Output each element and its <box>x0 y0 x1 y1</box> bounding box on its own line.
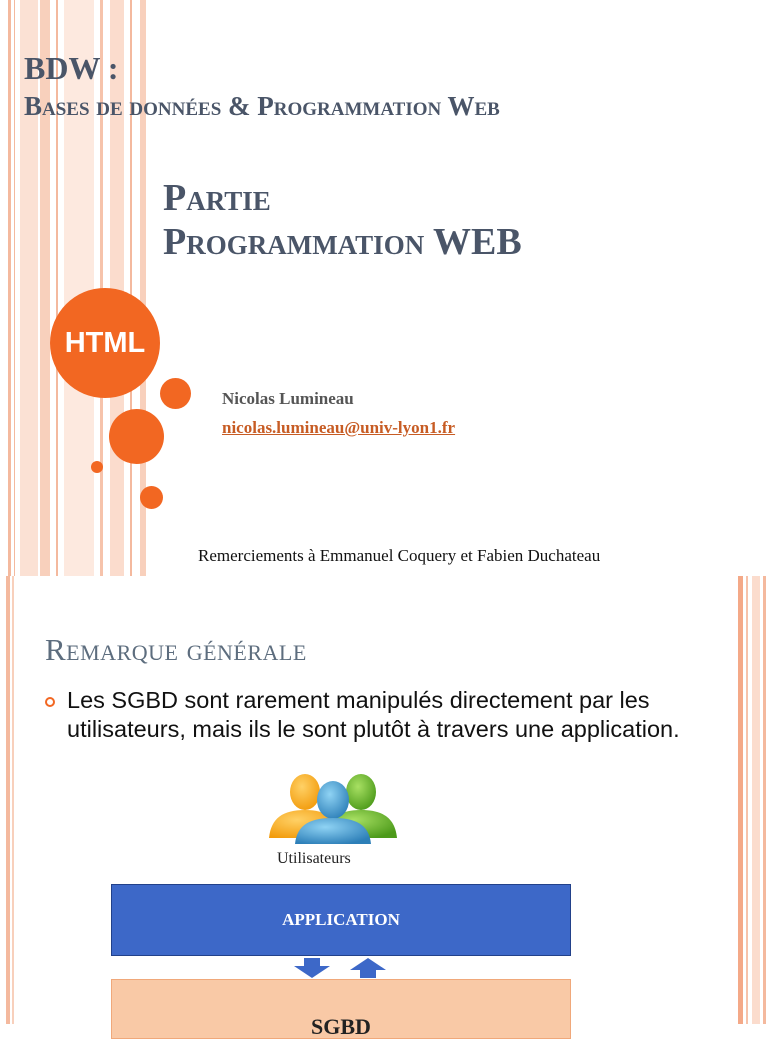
decorative-circle <box>160 378 191 409</box>
sgbd-box <box>111 979 571 1039</box>
part-title-line2: Programmation WEB <box>163 221 522 263</box>
html-logo-text: HTML <box>64 326 146 359</box>
decorative-stripe <box>40 0 50 576</box>
decorative-stripe <box>738 576 743 1024</box>
application-box <box>111 884 571 956</box>
decorative-stripe <box>56 0 58 576</box>
decorative-stripe <box>64 0 94 576</box>
decorative-circle <box>140 486 163 509</box>
application-label: APPLICATION <box>282 910 400 929</box>
users-label: Utilisateurs <box>277 850 351 867</box>
decorative-stripe <box>12 576 14 1024</box>
author-email-link[interactable]: nicolas.lumineau@univ-lyon1.fr <box>222 418 456 437</box>
part-title-line1: Partie <box>163 177 271 219</box>
author-name: Nicolas Lumineau <box>222 389 354 408</box>
arrow-up-icon <box>348 958 388 978</box>
arrow-down-icon <box>292 958 332 978</box>
decorative-stripe <box>763 576 766 1024</box>
decorative-circle <box>109 409 164 464</box>
slide-title: Remarque générale <box>45 632 307 667</box>
decorative-stripe <box>130 0 132 576</box>
decorative-stripe <box>8 0 11 576</box>
content-slide <box>0 576 768 1039</box>
html-logo-circle <box>50 288 160 398</box>
decorative-stripe <box>746 576 748 1024</box>
decorative-stripe <box>20 0 38 576</box>
presentation-title: BDW : <box>24 50 119 86</box>
decorative-stripe <box>14 0 15 576</box>
bullet-text: Les SGBD sont rarement manipulés directement par les utilisateurs, mais ils le sont plutôt à travers une application. <box>67 687 680 742</box>
presentation-subtitle: Bases de données & Programmation Web <box>24 91 500 121</box>
users-icon <box>265 768 401 844</box>
decorative-circle <box>91 461 103 473</box>
sgbd-label: SGBD <box>311 1014 371 1039</box>
bullet-circle-icon <box>45 697 55 707</box>
decorative-stripe <box>6 576 10 1024</box>
acknowledgements: Remerciements à Emmanuel Coquery et Fabien Duchateau <box>198 546 601 565</box>
decorative-stripe <box>752 576 760 1024</box>
